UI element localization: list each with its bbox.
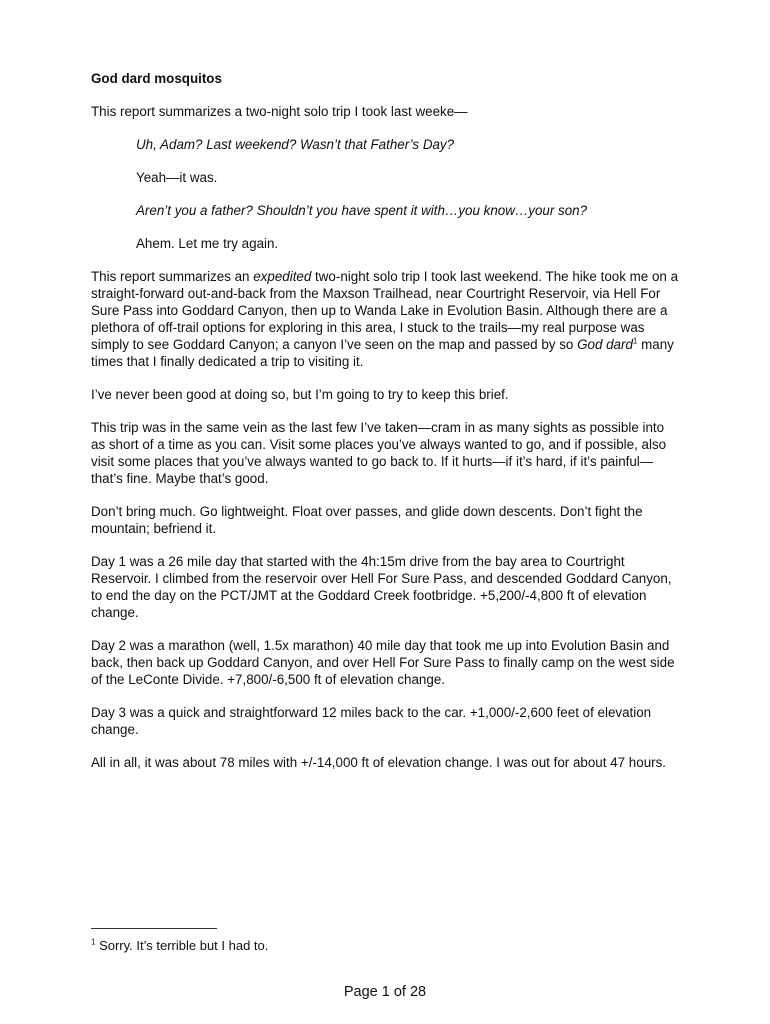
dialogue-line-2: Yeah—it was. (136, 170, 218, 185)
day-1-paragraph: Day 1 was a 26 mile day that started with the 4h:15m drive from the bay area to Courtright Reservoir. I climbed from the reservoir over Hell For Sure Pass, and descended Goddard Canyon, to end the day on the PCT/JMT at the Goddard Creek footbridge. +5,200/-4,800 ft of elevation change. (91, 554, 672, 620)
dialogue-line-3: Aren’t you a father? Shouldn’t you have spent it with…you know…your son? (136, 203, 588, 218)
intro-paragraph: This report summarizes a two-night solo trip I took last weeke— (91, 104, 468, 119)
summary-paragraph (91, 268, 681, 370)
totals-paragraph: All in all, it was about 78 miles with +/-14,000 ft of elevation change. I was out for about 47 hours. (91, 755, 667, 770)
page-number: Page 1 of 28 (343, 984, 427, 1000)
footnote-divider (91, 928, 217, 929)
summary-emphasis-god-dard: God dard (577, 337, 633, 352)
summary-emphasis-expedited: expedited (253, 269, 312, 284)
dialogue-line-1: Uh, Adam? Last weekend? Wasn’t that Father’s Day? (136, 137, 455, 152)
footnote-marker: 1 (91, 937, 96, 947)
summary-text-c: many times that I finally dedicated a trip to visiting it. (91, 337, 674, 369)
dialogue-line-4: Ahem. Let me try again. (136, 236, 279, 251)
day-2-paragraph: Day 2 was a marathon (well, 1.5x marathon) 40 mile day that took me up into Evolution Basin and back, then back up Goddard Canyon, and over Hell For Sure Pass to finally camp on the west side of the LeConte Divide. +7,800/-6,500 ft of elevation change. (91, 638, 675, 687)
document-title: God dard mosquitos (91, 71, 222, 86)
summary-text-b: two-night solo trip I took last weekend. The hike took me on a straight-forward out-and-back from the Maxson Trailhead, near Courtright Reservoir, via Hell For Sure Pass into Goddard Canyon, then up to Wanda Lake in Evolution Basin. Although there are a plethora of off-trail options for exploring in this area, I stuck to the trails—my real purpose was simply to see Goddard Canyon; a canyon I’ve seen on the map and passed by so (91, 269, 679, 352)
trip-style-paragraph: This trip was in the same vein as the last few I’ve taken—cram in as many sights as possible into as short of a time as you can. Visit some places you’ve always wanted to go, and if possible, also visit some places that you’ve always wanted to go back to. If it hurts—if it’s hard, if it’s painful—that’s fine. Maybe that’s good. (91, 420, 667, 486)
brevity-paragraph: I’ve never been good at doing so, but I’m going to try to keep this brief. (91, 387, 509, 402)
summary-text-a: This report summarizes an (91, 269, 254, 284)
footnote-text: Sorry. It’s terrible but I had to. (95, 938, 269, 953)
lightweight-paragraph: Don’t bring much. Go lightweight. Float over passes, and glide down descents. Don’t fight the mountain; befriend it. (91, 504, 643, 536)
footnote (91, 938, 268, 954)
day-3-paragraph: Day 3 was a quick and straightforward 12 miles back to the car. +1,000/-2,600 feet of elevation change. (91, 705, 652, 737)
footnote-reference: 1 (632, 336, 638, 346)
document-body (91, 70, 681, 787)
